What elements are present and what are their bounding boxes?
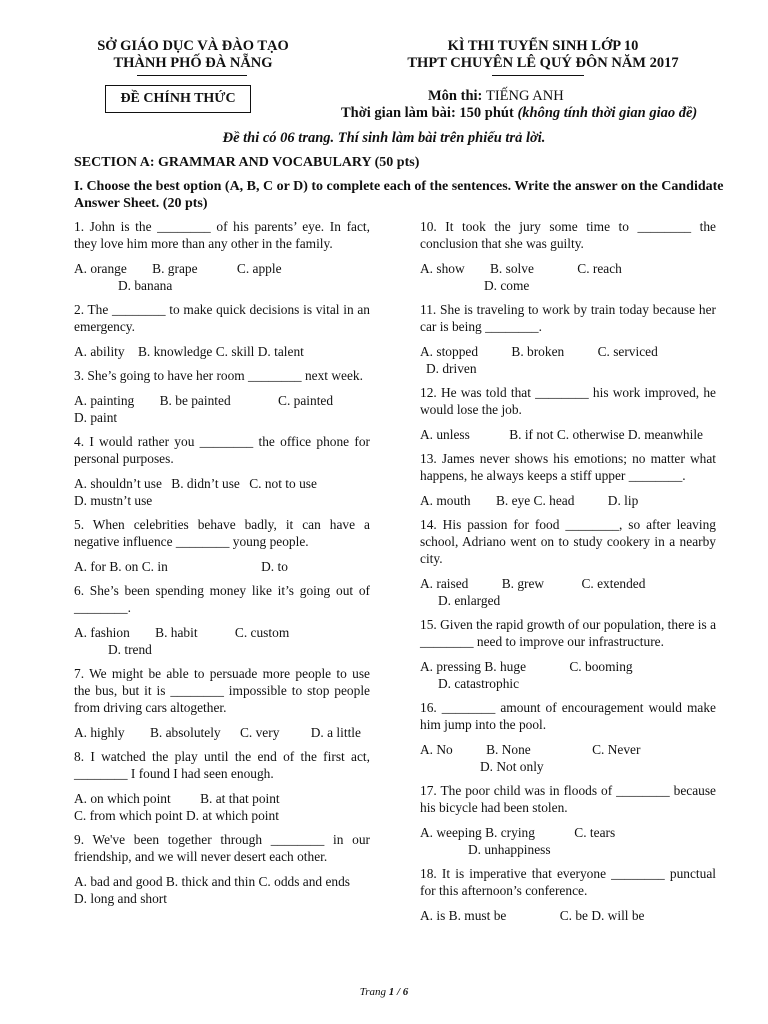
- answer-option: B. grew: [501, 576, 545, 591]
- answer-option: C. from which point: [74, 808, 183, 823]
- answer-option: D. Not only: [480, 759, 544, 774]
- question-text: 15. Given the rapid growth of our population, there is a ________ need to improve our infrastructure.: [420, 617, 717, 649]
- answer-option: B. huge: [484, 659, 527, 674]
- answer-option: C. tears: [574, 825, 616, 840]
- footer-page-number: 1 / 6: [388, 986, 409, 998]
- question-options: [74, 724, 370, 741]
- question-options: [420, 658, 716, 692]
- answer-option: B. at that point: [200, 791, 280, 806]
- answer-option: A. bad and good: [74, 874, 163, 889]
- question-options: [420, 492, 716, 509]
- question-options: [420, 741, 716, 775]
- subject-line: [428, 88, 564, 105]
- answer-option: A. mouth: [420, 493, 471, 508]
- answer-option: C. skill: [215, 344, 255, 359]
- question-item: [420, 384, 716, 443]
- question-text: 1. John is the ________ of his parents’ eye. In fact, they love him more than any other in the family.: [74, 219, 370, 251]
- subject-label: Môn thi:: [428, 88, 483, 104]
- question-text: 5. When celebrities behave badly, it can have a negative influence ________ young people.: [74, 517, 370, 549]
- answer-option: B. eye: [495, 493, 531, 508]
- answer-option: A. highly: [74, 725, 125, 740]
- answer-option: B. didn’t use: [171, 476, 240, 491]
- answer-option: B. be painted: [159, 393, 231, 408]
- question-item: [74, 831, 370, 907]
- question-options: [74, 392, 370, 426]
- answer-option: A. for: [74, 559, 106, 574]
- question-text: 6. She’s been spending money like it’s going out of ________.: [74, 583, 370, 615]
- answer-option: C. booming: [569, 659, 633, 674]
- answer-option: D. banana: [118, 278, 173, 293]
- answer-option: D. paint: [74, 410, 118, 425]
- answer-option: C. very: [239, 725, 280, 740]
- question-item: [74, 367, 370, 426]
- question-item: [74, 582, 370, 658]
- question-text: 16. ________ amount of encouragement would make him jump into the pool.: [420, 700, 716, 732]
- answer-option: B. solve: [490, 261, 534, 276]
- answer-option: B. must be: [448, 908, 507, 923]
- question-item: [74, 516, 370, 575]
- answer-option: D. unhappiness: [468, 842, 551, 857]
- answer-option: C. head: [533, 493, 575, 508]
- department-line-2: THÀNH PHỐ ĐÀ NẴNG: [113, 55, 273, 71]
- question-item: [420, 865, 716, 924]
- question-text: 17. The poor child was in floods of ________ because his bicycle had been stolen.: [420, 783, 716, 815]
- question-options: [74, 558, 370, 575]
- question-options: [420, 575, 716, 609]
- question-item: [420, 218, 716, 294]
- subject-value: TIẾNG ANH: [486, 88, 564, 104]
- answer-option: C. apple: [236, 261, 282, 276]
- exam-underline: [492, 75, 584, 76]
- answer-option: B. knowledge: [137, 344, 213, 359]
- answer-option: D. at which point: [185, 808, 279, 823]
- time-line: [341, 105, 697, 122]
- question-options: [74, 873, 370, 907]
- answer-option: A. ability: [74, 344, 125, 359]
- footer-label: Trang: [359, 986, 386, 998]
- answer-option: C. be: [559, 908, 588, 923]
- question-item: [74, 301, 370, 360]
- answer-option: D. to: [261, 559, 288, 574]
- answer-option: C. Never: [592, 742, 641, 757]
- time-value: 150 phút: [459, 105, 514, 121]
- question-text: 8. I watched the play until the end of the first act, ________ I found I had seen enough.: [74, 749, 370, 781]
- question-text: 3. She’s going to have her room ________ next week.: [74, 368, 363, 383]
- answer-option: A. weeping: [420, 825, 482, 840]
- answer-option: A. orange: [74, 261, 127, 276]
- question-item: [74, 218, 370, 294]
- question-item: [420, 516, 716, 609]
- answer-option: A. pressing: [420, 659, 481, 674]
- answer-option: C. not to use: [249, 476, 317, 491]
- question-options: [420, 907, 716, 924]
- answer-option: D. catastrophic: [438, 676, 520, 691]
- question-item: [420, 699, 716, 775]
- question-options: [74, 475, 370, 509]
- answer-option: A. raised: [420, 576, 469, 591]
- answer-option: B. on: [109, 559, 139, 574]
- answer-option: B. if not: [509, 427, 554, 442]
- part-instruction: I. Choose the best option (A, B, C or D) to complete each of the sentences. Write the answer on the Candidate Answer Sheet. (20 pts): [74, 179, 724, 211]
- answer-option: C. in: [141, 559, 168, 574]
- question-item: [420, 616, 716, 692]
- department-line-1: SỞ GIÁO DỤC VÀ ĐÀO TẠO: [97, 38, 289, 54]
- question-text: 4. I would rather you ________ the office phone for personal purposes.: [74, 434, 370, 466]
- department-underline: [137, 75, 247, 76]
- answer-option: B. crying: [485, 825, 535, 840]
- question-text: 18. It is imperative that everyone ________ punctual for this afternoon’s conference.: [420, 866, 716, 898]
- question-options: [420, 260, 716, 294]
- question-text: 7. We might be able to persuade more people to use the bus, but it is ________ impossible to stop people from driving cars altogether.: [74, 666, 370, 715]
- pages-note: Đề thi có 06 trang. Thí sinh làm bài trên phiếu trả lời.: [222, 130, 546, 146]
- question-options: [420, 426, 716, 443]
- time-label: Thời gian làm bài:: [341, 105, 456, 121]
- question-item: [74, 748, 370, 824]
- answer-option: C. serviced: [597, 344, 658, 359]
- answer-option: B. thick and thin: [165, 874, 256, 889]
- answer-option: D. enlarged: [438, 593, 501, 608]
- answer-option: B. grape: [152, 261, 198, 276]
- question-item: [420, 450, 716, 509]
- exam-line-1: KÌ THI TUYỂN SINH LỚP 10: [447, 38, 639, 54]
- question-text: 13. James never shows his emotions; no matter what happens, he always keeps a stiff upper ________.: [420, 451, 716, 483]
- department-header: [68, 38, 318, 72]
- answer-option: B. broken: [511, 344, 565, 359]
- question-options: [74, 790, 370, 824]
- answer-option: B. habit: [155, 625, 198, 640]
- answer-option: B. absolutely: [149, 725, 221, 740]
- question-options: [74, 343, 370, 360]
- answer-option: D. lip: [607, 493, 639, 508]
- question-text: 9. We've been together through ________ in our friendship, and we will never desert each other.: [74, 832, 370, 864]
- answer-option: D. long and short: [74, 891, 167, 906]
- answer-option: C. odds and ends: [258, 874, 350, 889]
- question-text: 10. It took the jury some time to ________ the conclusion that she was guilty.: [420, 219, 716, 251]
- questions-column-left: [74, 218, 370, 914]
- answer-option: B. None: [486, 742, 531, 757]
- answer-option: C. reach: [577, 261, 622, 276]
- question-options: [420, 824, 716, 858]
- answer-option: A. No: [420, 742, 453, 757]
- answer-option: D. trend: [108, 642, 152, 657]
- answer-option: C. otherwise: [556, 427, 625, 442]
- answer-option: D. driven: [426, 361, 477, 376]
- exam-header: [378, 38, 708, 72]
- question-text: 12. He was told that ________ his work improved, he would lose the job.: [420, 385, 716, 417]
- answer-option: A. on which point: [74, 791, 171, 806]
- question-item: [74, 665, 370, 741]
- answer-option: A. show: [420, 261, 465, 276]
- question-item: [420, 782, 716, 858]
- question-text: 14. His passion for food ________, so after leaving school, Adriano went on to study cookery in a nearby city.: [420, 517, 716, 566]
- question-options: [420, 343, 716, 377]
- answer-option: D. mustn’t use: [74, 493, 153, 508]
- question-options: [74, 624, 370, 658]
- answer-option: D. come: [484, 278, 530, 293]
- answer-option: C. extended: [581, 576, 646, 591]
- answer-option: C. painted: [278, 393, 334, 408]
- question-options: [74, 260, 370, 294]
- answer-option: A. is: [420, 908, 446, 923]
- answer-option: D. will be: [591, 908, 645, 923]
- question-item: [74, 433, 370, 509]
- answer-option: A. fashion: [74, 625, 130, 640]
- page-footer: [0, 986, 768, 998]
- answer-option: D. talent: [257, 344, 304, 359]
- answer-option: A. painting: [74, 393, 135, 408]
- questions-column-right: [420, 218, 716, 931]
- answer-option: A. shouldn’t use: [74, 476, 162, 491]
- section-title: SECTION A: GRAMMAR AND VOCABULARY (50 pts): [74, 155, 420, 170]
- time-note: (không tính thời gian giao đề): [517, 105, 698, 121]
- question-text: 11. She is traveling to work by train today because her car is being ________.: [420, 302, 716, 334]
- exam-line-2: THPT CHUYÊN LÊ QUÝ ĐÔN NĂM 2017: [407, 55, 679, 71]
- answer-option: C. custom: [234, 625, 290, 640]
- official-exam-box: ĐỀ CHÍNH THỨC: [105, 85, 251, 113]
- question-text: 2. The ________ to make quick decisions is vital in an emergency.: [74, 302, 370, 334]
- answer-option: D. a little: [310, 725, 361, 740]
- answer-option: D. meanwhile: [627, 427, 703, 442]
- question-item: [420, 301, 716, 377]
- answer-option: A. unless: [420, 427, 470, 442]
- answer-option: A. stopped: [420, 344, 479, 359]
